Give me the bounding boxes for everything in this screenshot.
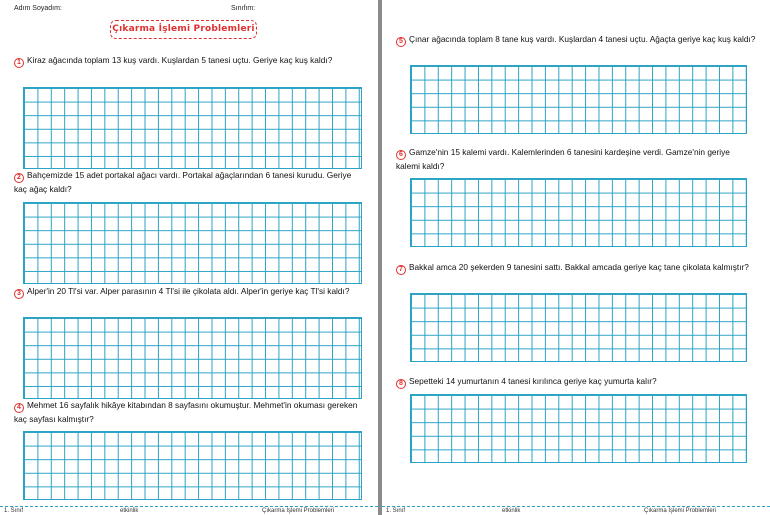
answer-grid-2[interactable] [23,202,362,284]
worksheet-title: Çıkarma İşlemi Problemleri [110,20,257,39]
page-footer [382,506,770,515]
question-8 [396,375,756,389]
question-3 [14,285,364,299]
answer-grid-1[interactable] [23,87,362,169]
question-text: Alper'in 20 Tl'si var. Alper parasının 4 Tl'si ile çikolata aldı. Alper'in geriye kaç Tl'si kaldı? [27,286,350,296]
worksheet-page-left [0,0,378,515]
question-number-badge: 1 [14,58,24,68]
footer-left: 1. Sınıf [386,508,406,514]
name-label: Adım Soyadım: [14,5,62,12]
question-2 [14,169,364,195]
class-label: Sınıfım: [231,5,256,12]
question-number-badge: 3 [14,289,24,299]
question-4 [14,399,364,425]
question-number-badge: 2 [14,173,24,183]
question-number-badge: 7 [396,265,406,275]
page-footer [0,506,378,515]
footer-right: Çıkarma İşlemi Problemleri [262,508,335,514]
question-7 [396,261,756,275]
question-text: Mehmet 16 sayfalık hikâye kitabından 8 sayfasını okumuştur. Mehmet'in okuması gereken kaç sayfası kalmıştır? [14,400,358,424]
question-number-badge: 8 [396,379,406,389]
footer-right: Çıkarma İşlemi Problemleri [644,508,717,514]
footer-center: etkinlik [120,508,139,514]
question-text: Bakkal amca 20 şekerden 9 tanesini sattı. Bakkal amcada geriye kaç tane çikolata kalmıştır? [409,262,749,272]
worksheet-page-right [382,0,770,515]
footer-center: etkinlik [502,508,521,514]
answer-grid-4[interactable] [23,431,362,500]
question-5 [396,33,756,47]
question-6 [396,146,756,172]
answer-grid-7[interactable] [410,293,747,362]
question-text: Kiraz ağacında toplam 13 kuş vardı. Kuşlardan 5 tanesi uçtu. Geriye kaç kuş kaldı? [27,55,333,65]
question-text: Sepetteki 14 yumurtanın 4 tanesi kırılınca geriye kaç yumurta kalır? [409,376,657,386]
answer-grid-3[interactable] [23,317,362,399]
question-text: Gamze'nin 15 kalemi vardı. Kalemlerinden 6 tanesini kardeşine verdi. Gamze'nin geriye kalemi kaldı? [396,147,730,171]
answer-grid-8[interactable] [410,394,747,463]
question-text: Bahçemizde 15 adet portakal ağacı vardı. Portakal ağaçlarından 6 tanesi kurudu. Geriye kaç ağaç kaldı? [14,170,352,194]
question-number-badge: 5 [396,37,406,47]
question-text: Çınar ağacında toplam 8 tane kuş vardı. Kuşlardan 4 tanesi uçtu. Ağaçta geriye kaç kuş kaldı? [409,34,756,44]
footer-left: 1. Sınıf [4,508,24,514]
question-number-badge: 4 [14,403,24,413]
question-1 [14,54,364,68]
answer-grid-6[interactable] [410,178,747,247]
question-number-badge: 6 [396,150,406,160]
answer-grid-5[interactable] [410,65,747,134]
